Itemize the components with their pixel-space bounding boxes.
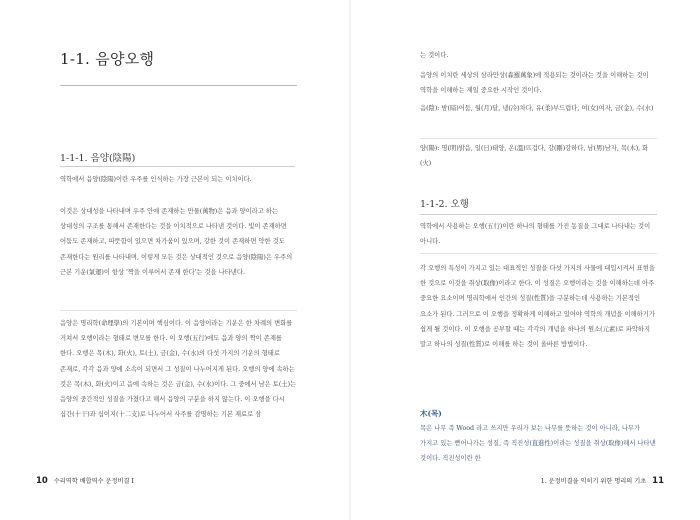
paragraph-wood: 목은 나무 즉 Wood 라고 쓰지만 우리가 보는 나무를 뜻하는 것이 아니라, 나무가 가지고 있는 뻗어나가는 성질, 즉 직진성(直進性)이라는 성질을 취상(取像)해서 나타낸 것이다. 직진성이란 한 bbox=[420, 425, 656, 463]
paragraph: 는 것이다. bbox=[420, 52, 449, 59]
title-rule bbox=[60, 85, 297, 86]
paragraph: 역학에서 사용하는 오행(五行)이란 하나의 형태를 가진 동질을 그대로 나타내는 것이 아니다. bbox=[420, 223, 651, 246]
paragraph: 음양의 이치란 세상의 삼라만상(森羅萬象)에 적용되는 것이라는 것을 이해하는 것이 역학을 이해하는 제일 중요한 시작인 것이다. bbox=[420, 72, 649, 95]
section-heading-yinyang: 1-1-1. 음양(陰陽) bbox=[60, 153, 136, 164]
paragraph-divider bbox=[60, 310, 297, 311]
paragraph-divider bbox=[420, 138, 657, 139]
paragraph: 각 오행의 특성이 가지고 있는 대표적인 성질을 다섯 가지의 사물에 대입시켜서 표현을 한 것으로 이것을 취상(取像)이라고 한다. 이 성질은 오행이라는 것을 이해하는데 아주 중요한 요소이며 명리학에서 인간의 성질(性質)을 구분하는데 사용하는 기본적인 요소가 된다. 그러므로 이 오행을 정확하게 이해하고 있어야 역학의 개념을 이해하기가 쉽게 될 것이다. 이 오행을 공부할 때는 각각의 개념을 하나의 원소(元素)로 파악하지 말고 하나의 성질(性質)로 이해를 하는 것이 올바른 방법이다. bbox=[420, 265, 655, 349]
paragraph-divider bbox=[420, 253, 657, 254]
wood-heading: 木(목) bbox=[420, 409, 442, 418]
paragraph-yang: 양(陽): 명(明)밝음, 일(日)태양, 온(溫)뜨겁다, 강(剛)강하다, 남(男)남자, 목(木), 화(火) bbox=[420, 145, 649, 168]
page-number: 10 bbox=[36, 476, 48, 486]
page-footer-left bbox=[32, 476, 134, 486]
paragraph: 음양은 명리학(命理學)의 기본이며 핵심이다. 이 음양이라는 기운은 한 차례의 변화를 거쳐서 오행이라는 형태로 변모를 한다. 이 오행(五行)에도 음과 양의 짝이 존재를 한다. 오행은 목(木), 화(火), 토(土), 금(金), 수(水)의 다섯 가지의 기운의 형태로 존재로, 각각 음과 양에 소속이 되면서 그 성질이 나누어지게 된다. 오행의 양에 속하는 것은 목(木), 화(火)이고 음에 속하는 것은 금(金), 수(水)이다. 그 중에서 남은 토(土)는 음양의 중간적인 성질을 가졌다고 해서 음양의 구분을 하지 않는다. 이 오행을 다시 십간(十干)과 십이지(十二支)로 나누어서 사주를 감명하는 기본 재료로 삼 bbox=[60, 320, 297, 419]
section-rule bbox=[60, 166, 295, 167]
section-rule bbox=[420, 214, 657, 215]
paragraph: 역학에서 음양(陰陽)이란 우주를 인식하는 가장 근본이 되는 이치이다. bbox=[60, 176, 252, 183]
running-title: 1. 운정비결을 익히기 위한 명리의 기초 bbox=[540, 478, 647, 485]
chapter-title: 1-1. 음양오행 bbox=[60, 50, 155, 68]
right-page bbox=[350, 0, 700, 520]
paragraph: 이것은 상대성을 나타내며 우주 안에 존재하는 만물(萬物)은 음과 양이라고 하는 상대성의 구조를 통해서 존재한다는 것을 이치적으로 나타낸 것이다. 빛이 존재하면 어둠도 존재하고, 따뜻함이 있으면 차가움이 있으며, 강한 것이 존재하면 약한 것도 존재한다는 원리를 나타내며, 이렇게 모든 것은 상대적인 것으로 음양(陰陽)은 우주의 근본 기운(氣運)이 항상 '짝을 이루어서 존재 한다'는 것을 나타낸다. bbox=[60, 208, 293, 276]
paragraph-yin: 음(陰): 밤(暗)어둠, 월(月)달, 냉(冷)차다, 유(柔)부드럽다, 여(女)여자, 금(金), 수(水) bbox=[420, 105, 654, 112]
page-number: 11 bbox=[652, 476, 664, 486]
running-title: 수리역학 배합역수 운정비결 I bbox=[53, 478, 134, 485]
section-heading-five-elements: 1-1-2. 오행 bbox=[420, 199, 469, 210]
page-footer-right bbox=[541, 476, 668, 486]
